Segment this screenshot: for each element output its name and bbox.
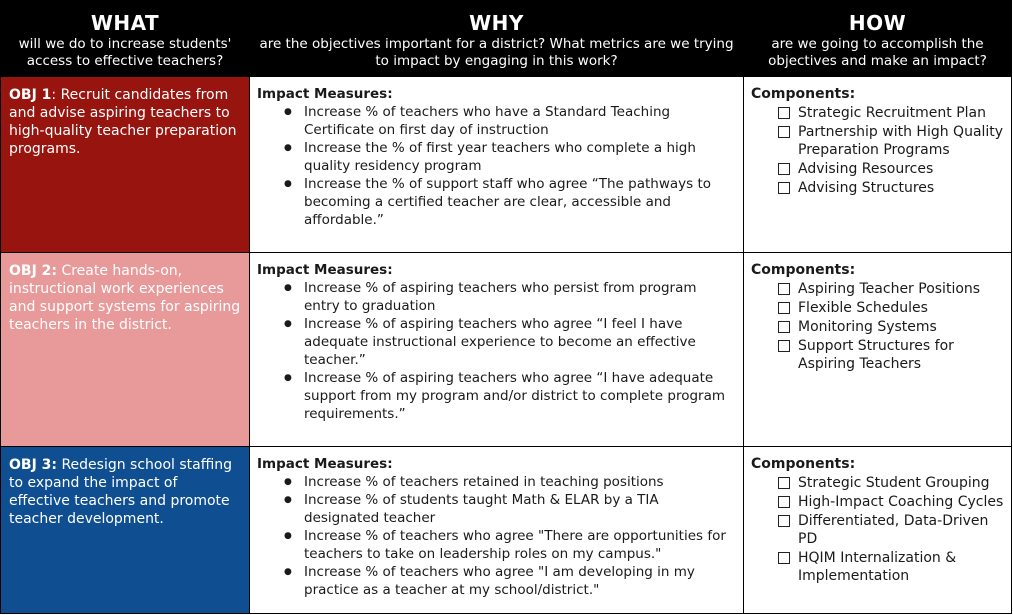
component-item xyxy=(798,299,1004,317)
checkbox-icon[interactable] xyxy=(778,126,790,138)
why-title: WHY xyxy=(469,11,524,35)
component-item xyxy=(798,104,1004,122)
impact-measures-1-label: Impact Measures: xyxy=(257,86,393,102)
components-2-list xyxy=(751,280,1004,373)
component-item xyxy=(798,318,1004,336)
component-label: Advising Resources xyxy=(798,161,934,177)
impact-measures-2-list xyxy=(257,279,736,423)
component-label: High-Impact Coaching Cycles xyxy=(798,494,1004,510)
components-1-list xyxy=(751,104,1004,197)
how-title: HOW xyxy=(848,11,907,35)
components-1-cell xyxy=(744,77,1012,253)
component-label: Strategic Student Grouping xyxy=(798,475,990,491)
components-2-cell xyxy=(744,253,1012,447)
objective-row-2 xyxy=(1,253,1012,447)
component-item xyxy=(798,179,1004,197)
component-item xyxy=(798,493,1004,511)
components-1-label: Components: xyxy=(751,86,856,102)
impact-measures-1-cell xyxy=(250,77,744,253)
component-item xyxy=(798,337,1004,373)
objective-row-3 xyxy=(1,447,1012,614)
impact-measure-item: ● Increase % of aspiring teachers who agree “I have adequate support from my program and/or district to complete program requirements.” xyxy=(304,369,736,423)
component-item xyxy=(798,474,1004,492)
objective-1-text: : Recruit candidates from and advise aspiring teachers to high-quality teacher preparation programs. xyxy=(9,87,237,157)
impact-measure-item: ● Increase % of aspiring teachers who persist from program entry to graduation xyxy=(304,279,736,315)
objective-row-1 xyxy=(1,77,1012,253)
impact-measures-3-cell xyxy=(250,447,744,614)
impact-measure-item: ● Increase the % of support staff who agree “The pathways to becoming a certified teacher are clear, accessible and affordable.” xyxy=(304,175,736,229)
component-label: Aspiring Teacher Positions xyxy=(798,281,981,297)
checkbox-icon[interactable] xyxy=(778,515,790,527)
impact-measures-3-label: Impact Measures: xyxy=(257,456,393,472)
component-label: Advising Structures xyxy=(798,180,935,196)
checkbox-icon[interactable] xyxy=(778,477,790,489)
objective-2-text: Create hands-on, instructional work experiences and support systems for aspiring teachers in the district. xyxy=(9,263,241,333)
impact-measure-item: ● Increase the % of first year teachers who complete a high quality residency program xyxy=(304,139,736,175)
what-title: WHAT xyxy=(90,11,160,35)
objective-1-cell xyxy=(1,77,250,253)
checkbox-icon[interactable] xyxy=(778,283,790,295)
why-subtitle: are the objectives important for a district? What metrics are we trying to impact by engaging in this work? xyxy=(259,36,734,69)
checkbox-icon[interactable] xyxy=(778,321,790,333)
component-label: Differentiated, Data-Driven PD xyxy=(798,513,989,547)
objective-2-cell xyxy=(1,253,250,447)
component-label: Strategic Recruitment Plan xyxy=(798,105,987,121)
checkbox-icon[interactable] xyxy=(778,163,790,175)
how-header xyxy=(744,1,1012,77)
what-header xyxy=(1,1,250,77)
objective-3-label: OBJ 3: xyxy=(9,457,57,473)
component-label: Partnership with High Quality Preparation Programs xyxy=(798,124,1004,158)
objective-3-cell xyxy=(1,447,250,614)
checkbox-icon[interactable] xyxy=(778,107,790,119)
component-item xyxy=(798,512,1004,548)
impact-measure-item: ● Increase % of aspiring teachers who agree “I feel I have adequate instructional experience to become an effective teacher.” xyxy=(304,315,736,369)
components-3-label: Components: xyxy=(751,456,856,472)
impact-measure-item: ● Increase % of teachers retained in teaching positions xyxy=(304,473,736,491)
components-3-list xyxy=(751,474,1004,585)
checkbox-icon[interactable] xyxy=(778,552,790,564)
components-3-cell xyxy=(744,447,1012,614)
what-subtitle: will we do to increase students' access to effective teachers? xyxy=(18,36,232,69)
component-label: Support Structures for Aspiring Teachers xyxy=(798,338,954,372)
checkbox-icon[interactable] xyxy=(778,182,790,194)
component-label: Monitoring Systems xyxy=(798,319,937,335)
component-item xyxy=(798,280,1004,298)
component-item xyxy=(798,160,1004,178)
why-header xyxy=(250,1,744,77)
component-label: HQIM Internalization & Implementation xyxy=(798,550,957,584)
checkbox-icon[interactable] xyxy=(778,340,790,352)
impact-measure-item: ● Increase % of teachers who agree "I am developing in my practice as a teacher at my school/district." xyxy=(304,563,736,599)
header-row xyxy=(1,1,1012,77)
checkbox-icon[interactable] xyxy=(778,302,790,314)
checkbox-icon[interactable] xyxy=(778,496,790,508)
impact-measures-1-list xyxy=(257,103,736,229)
component-item xyxy=(798,123,1004,159)
objective-2-label: OBJ 2: xyxy=(9,263,57,279)
impact-measures-3-list xyxy=(257,473,736,599)
how-subtitle: are we going to accomplish the objectives and make an impact? xyxy=(768,36,987,69)
objective-1-label: OBJ 1 xyxy=(9,87,52,103)
impact-measure-item: ● Increase % of teachers who have a Standard Teaching Certificate on first day of instruction xyxy=(304,103,736,139)
impact-measure-item: ● Increase % of students taught Math & ELAR by a TIA designated teacher xyxy=(304,491,736,527)
impact-measures-2-label: Impact Measures: xyxy=(257,262,393,278)
component-item xyxy=(798,549,1004,585)
components-2-label: Components: xyxy=(751,262,856,278)
component-label: Flexible Schedules xyxy=(798,300,928,316)
impact-measure-item: ● Increase % of teachers who agree "There are opportunities for teachers to take on leadership roles on my campus." xyxy=(304,527,736,563)
impact-measures-2-cell xyxy=(250,253,744,447)
objective-3-text: Redesign school staffing to expand the impact of effective teachers and promote teacher development. xyxy=(9,457,233,527)
